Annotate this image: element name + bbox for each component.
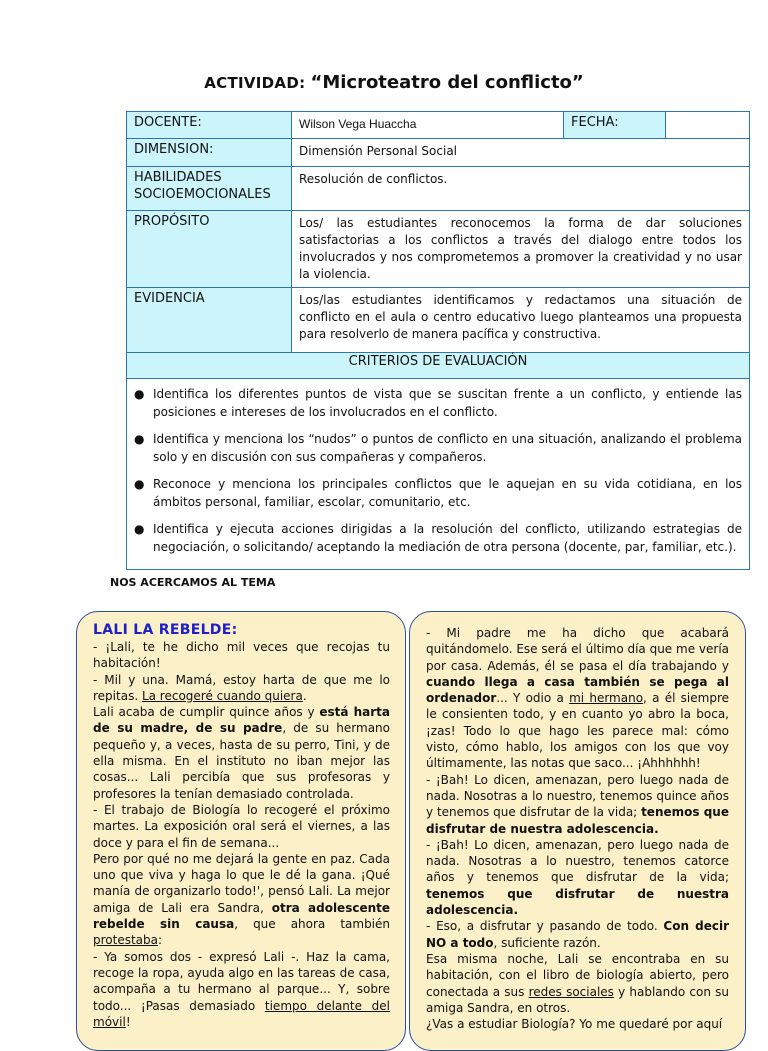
criterio-text: Identifica y ejecuta acciones dirigidas a la resolución del conflicto, utilizando estrategias de negociación, o solicitando/ aceptando la mediación de otra persona (docente, par, familiar, etc.).: [153, 522, 742, 554]
bullet-icon: ●: [134, 522, 145, 536]
story-title: LALI LA REBELDE:: [93, 622, 238, 638]
criterio-item: [134, 385, 742, 421]
story-paragraph: ¿Vas a estudiar Biología? Yo me quedaré por aquí: [426, 1017, 723, 1032]
story-paragraph: - Eso, a disfrutar y pasando de todo. Con decir NO a todo, suficiente razón.: [426, 919, 729, 950]
criterios-list: [127, 379, 750, 570]
story-paragraph: - El trabajo de Biología lo recogeré el próximo martes. La exposición oral será el viernes, a las doce y para el fin de semana...: [93, 802, 390, 850]
criterios-heading: CRITERIOS DE EVALUACIÓN: [127, 353, 750, 379]
docente-value: Wilson Vega Huaccha: [292, 112, 564, 139]
habilidades-value: Resolución de conflictos.: [292, 167, 750, 211]
bullet-icon: ●: [134, 387, 145, 401]
criterio-item: [134, 475, 742, 511]
story-paragraph: Esa misma noche, Lali se encontraba en su habitación, con el libro de biología abierto, pero conectada a sus redes sociales y hablando con su amiga Sandra, en otros.: [426, 951, 729, 1015]
story-column-right: [409, 611, 746, 1051]
docente-label: DOCENTE:: [127, 112, 292, 139]
story-paragraph: - ¡Bah! Lo dicen, amenazan, pero luego nada de nada. Nosotras a lo nuestro, tenemos catorce años y tenemos que disfrutar de la vida; tenemos que disfrutar de nuestra adolescencia.: [426, 837, 729, 918]
criterio-text: Reconoce y menciona los principales conflictos que le aquejan en su vida cotidiana, en los ámbitos personal, familiar, escolar, comunitario, etc.: [153, 477, 742, 509]
proposito-value: Los/ las estudiantes reconocemos la forma de dar soluciones satisfactorias a los conflictos a través del dialogo entre todos los involucrados y nos comprometemos a promover la creatividad y no usar la violencia.: [292, 211, 750, 288]
bullet-icon: ●: [134, 477, 145, 491]
fecha-label: FECHA:: [564, 112, 666, 139]
story-paragraph: - Ya somos dos - expresó Lali -. Haz la cama, recoge la ropa, ayuda algo en las tareas de casa, acompaña a tu hermano al parque... Y, sobre todo... ¡Pasas demasiado tiempo delante del móvil!: [93, 949, 390, 1029]
habilidades-label: HABILIDADES SOCIOEMOCIONALES: [127, 167, 292, 211]
evidencia-label: EVIDENCIA: [127, 288, 292, 353]
story-paragraph: - Mi padre me ha dicho que acabará quitándomelo. Ese será el último día que me vería por casa. Además, él se pasa el día trabajando y cuando llega a casa también se pega al ordenador... Y odio a mi hermano, a él siempre le consienten todo, y en cuanto yo abro la boca, ¡zas! Todo lo que hago les parece mal: cómo visto, cómo hablo, los amigos con los que voy últimamente, las notas que saco... ¡Ahhhhhh!: [426, 626, 730, 771]
activity-title: [0, 72, 768, 93]
activity-label: ACTIVIDAD:: [204, 74, 306, 92]
section-heading: NOS ACERCAMOS AL TEMA: [110, 576, 276, 589]
activity-name: “Microteatro del conflicto”: [310, 72, 584, 93]
dimension-label: DIMENSION:: [127, 139, 292, 167]
bullet-icon: ●: [134, 432, 145, 446]
story-paragraph: - ¡Bah! Lo dicen, amenazan, pero luego nada de nada. Nosotras a lo nuestro, tenemos quince años y tenemos que disfrutar de la vida; tenemos que disfrutar de nuestra adolescencia.: [426, 772, 729, 836]
criterio-text: Identifica y menciona los “nudos” o puntos de conflicto en una situación, analizando el problema solo y en discusión con sus compañeras y compañeros.: [153, 432, 742, 464]
info-table: [126, 111, 750, 570]
story-paragraph: - Mil y una. Mamá, estoy harta de que me lo repitas. La recogeré cuando quiera.: [93, 672, 390, 703]
story-paragraph: Pero por qué no me dejará la gente en paz. Cada uno que viva y haga lo que le dé la gana. ¡Qué manía de organizarlo todo!', pensó Lali. La mejor amiga de Lali era Sandra, otra adolescente rebelde sin causa, que ahora también protestaba:: [93, 851, 391, 948]
fecha-value: [666, 112, 750, 139]
story-paragraph: - ¡Lali, te he dicho mil veces que recojas tu habitación!: [93, 640, 390, 671]
story-column-left: [76, 611, 406, 1051]
evidencia-value: Los/las estudiantes identificamos y redactamos una situación de conflicto en el aula o centro educativo luego planteamos una propuesta para resolverlo de manera pacífica y constructiva.: [292, 288, 750, 353]
dimension-value: Dimensión Personal Social: [292, 139, 750, 167]
criterio-text: Identifica los diferentes puntos de vista que se suscitan frente a un conflicto, y entiende las posiciones e intereses de los involucrados en el conflicto.: [153, 387, 742, 419]
proposito-label: PROPÓSITO: [127, 211, 292, 288]
story-paragraph: Lali acaba de cumplir quince años y está harta de su madre, de su padre, de su hermano pequeño y, a veces, hasta de su perro, Tini, y de ella misma. En el instituto no iban mejor las cosas... Lali percibía que sus profesoras y profesores la tenían demasiado controlada.: [93, 705, 391, 801]
criterio-item: [134, 520, 742, 556]
criterio-item: [134, 430, 742, 466]
